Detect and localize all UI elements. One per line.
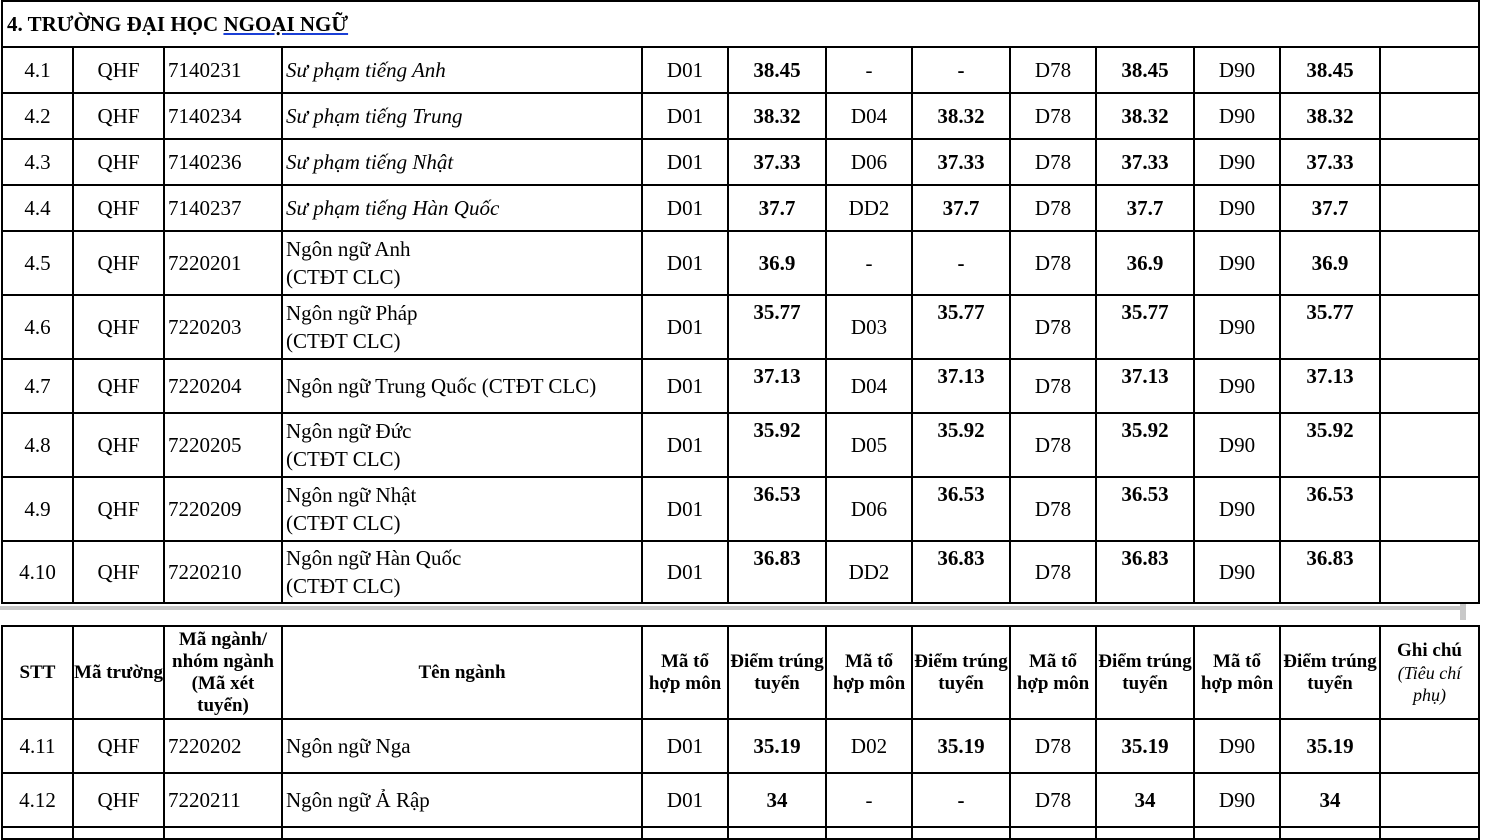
cell-diem-2: 36.83 [912, 541, 1010, 603]
cell-ma-truong: QHF [73, 773, 164, 827]
cell-to-hop-3: D78 [1010, 47, 1096, 93]
ten-nganh-line1: Sư phạm tiếng Anh [286, 58, 446, 82]
cell-ghi-chu [1380, 773, 1479, 827]
header-diem-4: Điểm trúng tuyển [1280, 626, 1380, 719]
cell-diem-4: 38.32 [1280, 93, 1380, 139]
ten-nganh-line1: Ngôn ngữ Anh [286, 237, 411, 261]
cell-diem-2: - [912, 773, 1010, 827]
cell-stt: 4.10 [2, 541, 73, 603]
header-diem-1: Điểm trúng tuyển [728, 626, 826, 719]
cell-ma-truong: QHF [73, 231, 164, 295]
cell-diem-2: 35.19 [912, 719, 1010, 773]
cell-diem-4: 35.77 [1280, 295, 1380, 359]
cell-diem-2: 35.92 [912, 413, 1010, 477]
cell-to-hop-4: D90 [1194, 359, 1280, 413]
table-row [2, 93, 1479, 139]
admission-table-bottom [1, 625, 1480, 840]
separator-line [0, 606, 1464, 610]
table-row [2, 413, 1479, 477]
cell-to-hop-2: D04 [826, 93, 912, 139]
header-ghi-chu-sub: (Tiêu chí phụ) [1397, 662, 1462, 705]
cell-diem-1: 37.33 [728, 139, 826, 185]
cell-ma-truong: QHF [73, 295, 164, 359]
cell-ma-nganh: 7140236 [164, 139, 282, 185]
cell-to-hop-2: D03 [826, 295, 912, 359]
cell-stt: 4.11 [2, 719, 73, 773]
table-row [2, 477, 1479, 541]
cell-diem-4: 37.7 [1280, 185, 1380, 231]
header-ma-nganh: Mã ngành/ nhóm ngành (Mã xét tuyển) [164, 626, 282, 719]
cell-to-hop-4: D90 [1194, 413, 1280, 477]
table-row [2, 47, 1479, 93]
cell-ma-nganh: 7220204 [164, 359, 282, 413]
cell-diem-1: 36.9 [728, 231, 826, 295]
cell-to-hop-1: D01 [642, 139, 728, 185]
cell-empty [282, 827, 642, 839]
cell-stt: 4.2 [2, 93, 73, 139]
cell-diem-1: 34 [728, 773, 826, 827]
cell-diem-4: 36.53 [1280, 477, 1380, 541]
cell-ten-nganh [282, 413, 642, 477]
cell-ma-truong: QHF [73, 359, 164, 413]
cell-diem-3: 38.32 [1096, 93, 1194, 139]
cell-to-hop-4: D90 [1194, 295, 1280, 359]
header-diem-2: Điểm trúng tuyển [912, 626, 1010, 719]
admission-table-top [1, 0, 1480, 604]
table-row [2, 139, 1479, 185]
cell-to-hop-1: D01 [642, 231, 728, 295]
cell-to-hop-2: DD2 [826, 185, 912, 231]
cell-ma-truong: QHF [73, 139, 164, 185]
cell-to-hop-3: D78 [1010, 719, 1096, 773]
cell-ghi-chu [1380, 231, 1479, 295]
cell-diem-1: 37.7 [728, 185, 826, 231]
cell-ghi-chu [1380, 477, 1479, 541]
cell-ma-truong: QHF [73, 185, 164, 231]
cell-empty [73, 827, 164, 839]
cell-to-hop-3: D78 [1010, 231, 1096, 295]
cell-to-hop-1: D01 [642, 719, 728, 773]
cell-empty [1096, 827, 1194, 839]
table-row-partial [2, 827, 1479, 839]
ten-nganh-line1: Sư phạm tiếng Hàn Quốc [286, 196, 500, 220]
header-ma-truong: Mã trường [73, 626, 164, 719]
header-stt: STT [2, 626, 73, 719]
section-title-link-text: NGOẠI NGỮ [223, 11, 349, 36]
section-title-link[interactable] [223, 12, 348, 36]
cell-to-hop-2: D05 [826, 413, 912, 477]
cell-ma-nganh: 7220209 [164, 477, 282, 541]
cell-to-hop-3: D78 [1010, 773, 1096, 827]
ten-nganh-line1: Sư phạm tiếng Trung [286, 104, 463, 128]
table-row [2, 541, 1479, 603]
cell-ma-nganh: 7140237 [164, 185, 282, 231]
cell-to-hop-2: - [826, 231, 912, 295]
cell-to-hop-2: D06 [826, 139, 912, 185]
cell-to-hop-1: D01 [642, 477, 728, 541]
cell-diem-3: 36.83 [1096, 541, 1194, 603]
ten-nganh-line2: (CTĐT CLC) [286, 511, 401, 535]
separator-tick [1460, 604, 1466, 620]
cell-diem-1: 37.13 [728, 359, 826, 413]
cell-diem-2: 35.77 [912, 295, 1010, 359]
cell-ten-nganh [282, 477, 642, 541]
header-ma-to-hop-3: Mã tổ hợp môn [1010, 626, 1096, 719]
cell-ghi-chu [1380, 719, 1479, 773]
cell-to-hop-4: D90 [1194, 47, 1280, 93]
cell-diem-4: 37.13 [1280, 359, 1380, 413]
cell-diem-3: 37.7 [1096, 185, 1194, 231]
cell-ma-nganh: 7220201 [164, 231, 282, 295]
cell-ghi-chu [1380, 139, 1479, 185]
cell-ten-nganh [282, 541, 642, 603]
cell-empty [1010, 827, 1096, 839]
cell-stt: 4.1 [2, 47, 73, 93]
cell-ma-truong: QHF [73, 93, 164, 139]
cell-diem-4: 37.33 [1280, 139, 1380, 185]
cell-diem-1: 36.83 [728, 541, 826, 603]
cell-ten-nganh [282, 139, 642, 185]
cell-diem-1: 38.32 [728, 93, 826, 139]
cell-ma-nganh: 7220210 [164, 541, 282, 603]
ten-nganh-line1: Ngôn ngữ Trung Quốc (CTĐT CLC) [286, 374, 597, 398]
cell-to-hop-2: - [826, 773, 912, 827]
cell-ma-truong: QHF [73, 477, 164, 541]
cell-to-hop-1: D01 [642, 413, 728, 477]
cell-to-hop-2: D06 [826, 477, 912, 541]
cell-to-hop-2: D02 [826, 719, 912, 773]
cell-to-hop-2: D04 [826, 359, 912, 413]
cell-to-hop-4: D90 [1194, 773, 1280, 827]
cell-diem-2: 37.13 [912, 359, 1010, 413]
cell-diem-4: 35.19 [1280, 719, 1380, 773]
cell-ten-nganh [282, 93, 642, 139]
cell-to-hop-2: DD2 [826, 541, 912, 603]
cell-ghi-chu [1380, 541, 1479, 603]
cell-to-hop-3: D78 [1010, 541, 1096, 603]
cell-ten-nganh [282, 359, 642, 413]
cell-diem-4: 35.92 [1280, 413, 1380, 477]
cell-empty [728, 827, 826, 839]
cell-stt: 4.9 [2, 477, 73, 541]
cell-ma-truong: QHF [73, 541, 164, 603]
cell-diem-3: 36.9 [1096, 231, 1194, 295]
cell-ghi-chu [1380, 47, 1479, 93]
cell-to-hop-4: D90 [1194, 185, 1280, 231]
cell-diem-1: 36.53 [728, 477, 826, 541]
cell-diem-2: 37.7 [912, 185, 1010, 231]
ten-nganh-line2: (CTĐT CLC) [286, 574, 401, 598]
cell-stt: 4.8 [2, 413, 73, 477]
table-row [2, 295, 1479, 359]
cell-diem-2: - [912, 47, 1010, 93]
header-ma-to-hop-2: Mã tổ hợp môn [826, 626, 912, 719]
cell-ghi-chu [1380, 359, 1479, 413]
cell-ma-nganh: 7220202 [164, 719, 282, 773]
ten-nganh-line2: (CTĐT CLC) [286, 447, 401, 471]
cell-diem-4: 36.9 [1280, 231, 1380, 295]
cell-ma-nganh: 7220203 [164, 295, 282, 359]
cell-to-hop-4: D90 [1194, 719, 1280, 773]
cell-diem-1: 38.45 [728, 47, 826, 93]
header-ghi-chu-label: Ghi chú [1397, 639, 1462, 661]
cell-to-hop-4: D90 [1194, 231, 1280, 295]
cell-empty [1194, 827, 1280, 839]
cell-ma-nganh: 7220205 [164, 413, 282, 477]
ten-nganh-line1: Ngôn ngữ Nhật [286, 483, 417, 507]
cell-empty [2, 827, 73, 839]
cell-diem-3: 38.45 [1096, 47, 1194, 93]
cell-to-hop-3: D78 [1010, 139, 1096, 185]
cell-to-hop-3: D78 [1010, 185, 1096, 231]
cell-empty [642, 827, 728, 839]
cell-diem-2: 37.33 [912, 139, 1010, 185]
cell-diem-3: 37.13 [1096, 359, 1194, 413]
cell-to-hop-3: D78 [1010, 93, 1096, 139]
cell-diem-2: 36.53 [912, 477, 1010, 541]
cell-diem-4: 34 [1280, 773, 1380, 827]
section-title [2, 1, 1479, 47]
cell-empty [164, 827, 282, 839]
cell-to-hop-2: - [826, 47, 912, 93]
cell-diem-1: 35.19 [728, 719, 826, 773]
cell-to-hop-1: D01 [642, 47, 728, 93]
header-ma-to-hop-1: Mã tổ hợp môn [642, 626, 728, 719]
cell-stt: 4.12 [2, 773, 73, 827]
cell-ten-nganh [282, 295, 642, 359]
ten-nganh-line1: Ngôn ngữ Pháp [286, 301, 418, 325]
cell-to-hop-1: D01 [642, 295, 728, 359]
cell-empty [1280, 827, 1380, 839]
header-diem-3: Điểm trúng tuyển [1096, 626, 1194, 719]
cell-empty [912, 827, 1010, 839]
cell-stt: 4.7 [2, 359, 73, 413]
ten-nganh-line1: Sư phạm tiếng Nhật [286, 150, 454, 174]
header-ghi-chu [1380, 626, 1479, 719]
cell-diem-3: 34 [1096, 773, 1194, 827]
cell-to-hop-1: D01 [642, 359, 728, 413]
cell-to-hop-1: D01 [642, 773, 728, 827]
table-row [2, 231, 1479, 295]
cell-diem-3: 37.33 [1096, 139, 1194, 185]
cell-ma-nganh: 7140231 [164, 47, 282, 93]
cell-to-hop-1: D01 [642, 93, 728, 139]
cell-diem-1: 35.77 [728, 295, 826, 359]
cell-to-hop-1: D01 [642, 541, 728, 603]
cell-ten-nganh [282, 231, 642, 295]
cell-stt: 4.6 [2, 295, 73, 359]
cell-ten-nganh [282, 185, 642, 231]
table-row [2, 773, 1479, 827]
cell-stt: 4.5 [2, 231, 73, 295]
cell-diem-3: 35.77 [1096, 295, 1194, 359]
cell-diem-1: 35.92 [728, 413, 826, 477]
cell-ma-truong: QHF [73, 719, 164, 773]
table-row [2, 719, 1479, 773]
cell-ghi-chu [1380, 93, 1479, 139]
section-title-row [2, 1, 1479, 47]
cell-to-hop-3: D78 [1010, 477, 1096, 541]
cell-to-hop-3: D78 [1010, 413, 1096, 477]
header-ten-nganh: Tên ngành [282, 626, 642, 719]
cell-to-hop-4: D90 [1194, 139, 1280, 185]
cell-diem-3: 35.92 [1096, 413, 1194, 477]
cell-diem-2: 38.32 [912, 93, 1010, 139]
cell-diem-3: 35.19 [1096, 719, 1194, 773]
ten-nganh-line1: Ngôn ngữ Hàn Quốc [286, 546, 462, 570]
cell-ten-nganh [282, 47, 642, 93]
cell-ghi-chu [1380, 185, 1479, 231]
table-header-row [2, 626, 1479, 719]
cell-ghi-chu [1380, 295, 1479, 359]
cell-empty [826, 827, 912, 839]
cell-to-hop-3: D78 [1010, 359, 1096, 413]
cell-to-hop-1: D01 [642, 185, 728, 231]
cell-to-hop-3: D78 [1010, 295, 1096, 359]
section-title-prefix: 4. TRƯỜNG ĐẠI HỌC [7, 11, 224, 36]
cell-ghi-chu [1380, 413, 1479, 477]
cell-stt: 4.4 [2, 185, 73, 231]
cell-empty [1380, 827, 1479, 839]
ten-nganh-line2: (CTĐT CLC) [286, 265, 401, 289]
cell-to-hop-4: D90 [1194, 477, 1280, 541]
cell-to-hop-4: D90 [1194, 541, 1280, 603]
cell-diem-4: 36.83 [1280, 541, 1380, 603]
cell-diem-3: 36.53 [1096, 477, 1194, 541]
cell-ma-nganh: 7140234 [164, 93, 282, 139]
ten-nganh-line1: Ngôn ngữ Đức [286, 419, 412, 443]
cell-ma-truong: QHF [73, 47, 164, 93]
cell-ten-nganh: Ngôn ngữ Nga [282, 719, 642, 773]
cell-ma-nganh: 7220211 [164, 773, 282, 827]
cell-stt: 4.3 [2, 139, 73, 185]
ten-nganh-line2: (CTĐT CLC) [286, 329, 401, 353]
cell-diem-4: 38.45 [1280, 47, 1380, 93]
table-row [2, 185, 1479, 231]
cell-to-hop-4: D90 [1194, 93, 1280, 139]
cell-diem-2: - [912, 231, 1010, 295]
table-row [2, 359, 1479, 413]
header-ma-to-hop-4: Mã tổ hợp môn [1194, 626, 1280, 719]
cell-ten-nganh: Ngôn ngữ Ả Rập [282, 773, 642, 827]
cell-ma-truong: QHF [73, 413, 164, 477]
